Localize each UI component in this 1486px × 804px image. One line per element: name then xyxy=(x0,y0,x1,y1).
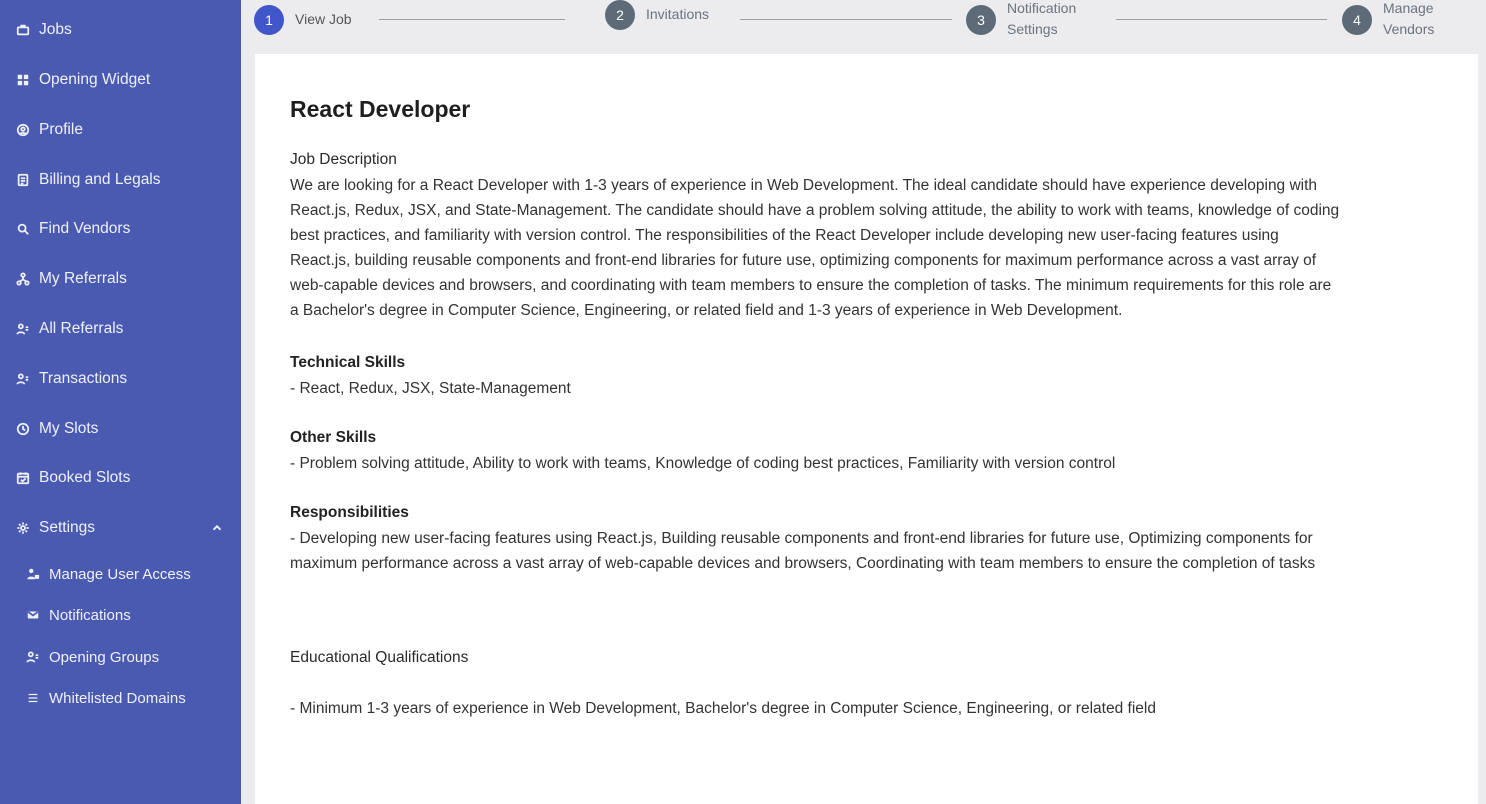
sidebar-item-label: Find Vendors xyxy=(39,220,131,237)
widget-grid-icon xyxy=(14,71,32,89)
sidebar-item-label: My Referrals xyxy=(39,270,127,287)
description-line: React.js, building reusable components and front-end libraries for future use, optimizing components for maximum performance across a vast array of xyxy=(290,252,1317,269)
job-description-heading: Job Description xyxy=(290,151,397,168)
job-details-card xyxy=(255,54,1478,804)
sidebar-item-label: Profile xyxy=(39,121,83,138)
sidebar-item-label: Manage User Access xyxy=(49,565,191,583)
step-3-label-line1: Notification xyxy=(1007,0,1077,16)
description-line: We are looking for a React Developer with 1-3 years of experience in Web Development. The ideal candidate should have experience developing with xyxy=(290,177,1318,194)
description-line: React.js, Redux, JSX, and State-Management. The candidate should have a problem solving attitude, the ability to work with teams, knowledge of coding xyxy=(290,202,1340,219)
sidebar-item-transactions[interactable] xyxy=(14,367,127,391)
step-connector xyxy=(1116,19,1327,20)
responsibilities-text xyxy=(290,526,1440,576)
users-icon xyxy=(14,370,32,388)
step-4-number[interactable]: 4 xyxy=(1342,5,1372,35)
sidebar-item-opening-widget[interactable] xyxy=(14,68,150,92)
sidebar-item-label: My Slots xyxy=(39,420,99,437)
description-line: a Bachelor's degree in Computer Science, Engineering, or related field and 1-3 years of experience in Web Development. xyxy=(290,302,1123,319)
sidebar-item-jobs[interactable] xyxy=(14,18,72,42)
sidebar-item-booked-slots[interactable] xyxy=(14,466,130,490)
step-3-number[interactable]: 3 xyxy=(966,5,996,35)
sidebar-item-label: Settings xyxy=(39,519,96,536)
technical-skills-heading: Technical Skills xyxy=(290,354,406,371)
responsibilities-line: maximum performance across a vast array of web-capable devices and browsers, Coordinating with team members to ensure the completion of tasks xyxy=(290,555,1316,572)
description-line: best practices, and familiarity with version control. The responsibilities of the React Developer include developing new user-facing features using xyxy=(290,227,1279,244)
description-line: web-capable devices and browsers, and coordinating with team members to ensure the completion of tasks. The minimum requirements for this role are xyxy=(290,277,1332,294)
step-4-label[interactable] xyxy=(1383,0,1434,40)
education-heading: Educational Qualifications xyxy=(290,649,469,666)
other-skills-text: - Problem solving attitude, Ability to work with teams, Knowledge of coding best practices, Familiarity with version control xyxy=(290,455,1116,472)
sidebar-item-find-vendors[interactable] xyxy=(14,217,130,241)
sidebar-item-label: Billing and Legals xyxy=(39,171,161,188)
sidebar-item-label: All Referrals xyxy=(39,320,124,337)
user-lock-icon xyxy=(24,565,42,583)
list-icon xyxy=(24,689,42,707)
user-circle-icon xyxy=(14,121,32,139)
step-1-number[interactable]: 1 xyxy=(254,5,284,35)
education-text: - Minimum 1-3 years of experience in Web Development, Bachelor's degree in Computer Science, Engineering, or related field xyxy=(290,700,1156,717)
sidebar-item-profile[interactable] xyxy=(14,118,83,142)
sidebar-subitem-manage-user-access[interactable] xyxy=(24,562,191,586)
step-2-label[interactable]: Invitations xyxy=(646,6,710,22)
sidebar-item-my-referrals[interactable] xyxy=(14,267,127,291)
sidebar-subitem-whitelisted-domains[interactable] xyxy=(24,686,186,710)
sidebar-item-label: Transactions xyxy=(39,370,128,387)
document-icon xyxy=(14,171,32,189)
search-icon xyxy=(14,220,32,238)
clock-icon xyxy=(14,420,32,438)
step-4-label-line1: Manage xyxy=(1383,0,1434,16)
network-icon xyxy=(14,270,32,288)
responsibilities-line: - Developing new user-facing features using React.js, Building reusable components and front-end libraries for future use, Optimizing components for xyxy=(290,530,1313,547)
sidebar-subitem-opening-groups[interactable] xyxy=(24,645,159,669)
step-4-label-line2: Vendors xyxy=(1383,21,1435,37)
sidebar-item-my-slots[interactable] xyxy=(14,417,98,441)
stepper xyxy=(241,0,1486,48)
sidebar-item-label: Opening Widget xyxy=(39,71,151,88)
step-connector xyxy=(740,19,952,20)
gear-icon xyxy=(14,519,32,537)
briefcase-icon xyxy=(14,21,32,39)
other-skills-heading: Other Skills xyxy=(290,429,377,446)
step-1-label[interactable]: View Job xyxy=(295,11,352,27)
technical-skills-text: - React, Redux, JSX, State-Management xyxy=(290,380,571,397)
sidebar xyxy=(0,0,241,804)
step-3-label-line2: Settings xyxy=(1007,21,1058,37)
sidebar-item-label: Whitelisted Domains xyxy=(49,689,186,707)
step-3-label[interactable] xyxy=(1007,0,1076,40)
step-connector xyxy=(379,19,565,20)
sidebar-item-label: Opening Groups xyxy=(49,648,160,666)
sidebar-item-label: Notifications xyxy=(49,606,131,624)
sidebar-item-label: Jobs xyxy=(39,21,72,38)
chevron-up-icon[interactable] xyxy=(210,521,226,537)
sidebar-item-settings[interactable] xyxy=(14,516,95,540)
sidebar-item-all-referrals[interactable] xyxy=(14,317,123,341)
users-icon xyxy=(14,320,32,338)
users-icon xyxy=(24,648,42,666)
mail-icon xyxy=(24,606,42,624)
sidebar-subitem-notifications[interactable] xyxy=(24,603,131,627)
step-2-number[interactable]: 2 xyxy=(605,0,635,30)
job-title: React Developer xyxy=(290,96,471,122)
calendar-check-icon xyxy=(14,469,32,487)
responsibilities-heading: Responsibilities xyxy=(290,504,409,521)
sidebar-item-billing[interactable] xyxy=(14,168,161,192)
sidebar-item-label: Booked Slots xyxy=(39,469,131,486)
job-description-text xyxy=(290,173,1440,323)
